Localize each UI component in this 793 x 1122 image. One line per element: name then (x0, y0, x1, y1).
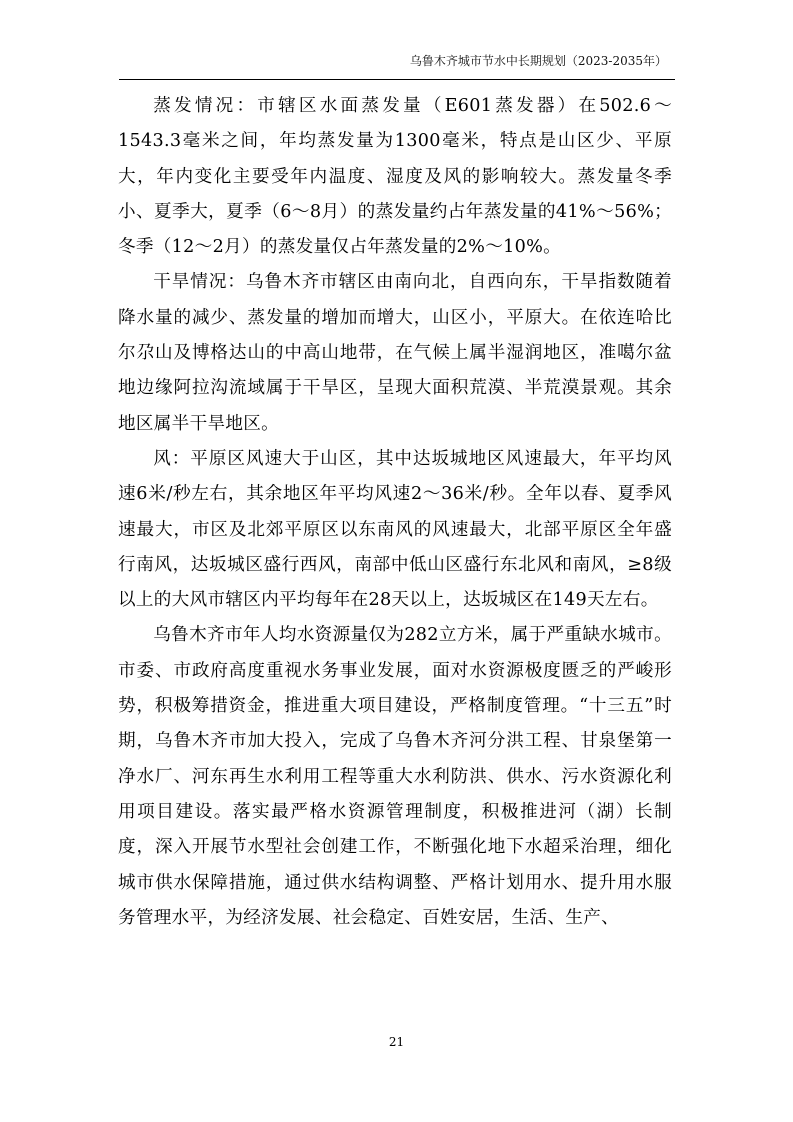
paragraph-wind: 风：平原区风速大于山区，其中达坂城地区风速最大，年平均风速6米/秒左右，其余地区年平均风速2～36米/秒。全年以春、夏季风速最大，市区及北郊平原区以东南风的风速最大，北部平原区全年盛行南风，达坂城区盛行西风，南部中低山区盛行东北风和南风，≥8级以上的大风市辖区内平均每年在28天以上，达坂城区在149天左右。 (118, 448, 672, 611)
paragraph-evaporation: 蒸发情况：市辖区水面蒸发量（E601蒸发器）在502.6～1543.3毫米之间，年均蒸发量为1300毫米，特点是山区少、平原大，年内变化主要受年内温度、湿度及风的影响较大。蒸发量冬季小、夏季大，夏季（6～8月）的蒸发量约占年蒸发量的41%～56%；冬季（12～2月）的蒸发量仅占年蒸发量的2%～10%。 (118, 96, 672, 258)
page-number: 21 (388, 1035, 405, 1049)
header-divider (119, 79, 675, 80)
body-text (118, 89, 672, 936)
running-header: 乌鲁木齐城市节水中长期规划（2023-2035年） (409, 54, 667, 68)
paragraph-water-resources: 乌鲁木齐市年人均水资源量仅为282立方米，属于严重缺水城市。市委、市政府高度重视水务事业发展，面对水资源极度匮乏的严峻形势，积极筹措资金，推进重大项目建设，严格制度管理。“十三五”时期，乌鲁木齐市加大投入，完成了乌鲁木齐河分洪工程、甘泉堡第一净水厂、河东再生水利用工程等重大水利防洪、供水、污水资源化利用项目建设。落实最严格水资源管理制度，积极推进河（湖）长制度，深入开展节水型社会创建工作，不断强化地下水超采治理，细化城市供水保障措施，通过供水结构调整、严格计划用水、提升用水服务管理水平，为经济发展、社会稳定、百姓安居，生活、生产、 (118, 625, 672, 928)
paragraph-drought: 干旱情况：乌鲁木齐市辖区由南向北，自西向东，干旱指数随着降水量的减少、蒸发量的增加而增大，山区小，平原大。在依连哈比尔尕山及博格达山的中高山地带，在气候上属半湿润地区，准噶尔盆地边缘阿拉沟流域属于干旱区，呈现大面积荒漠、半荒漠景观。其余地区属半干旱地区。 (118, 272, 672, 434)
